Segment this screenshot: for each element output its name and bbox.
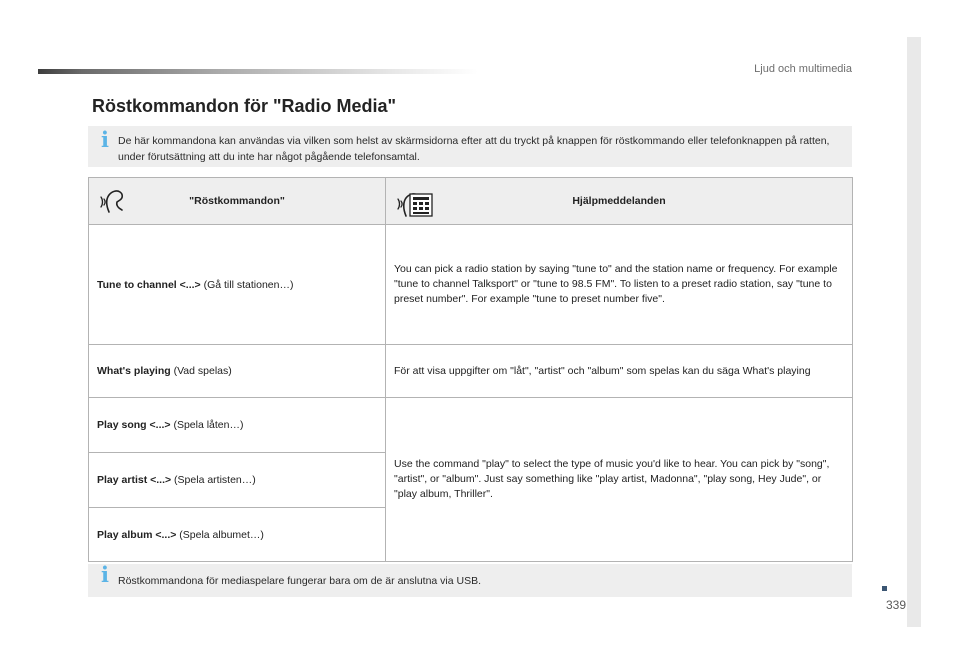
command-cell (89, 453, 386, 508)
header-commands (89, 178, 386, 225)
info-note-top (88, 126, 852, 167)
command-text: Play artist <...> (97, 474, 172, 486)
command-text: Play song <...> (97, 419, 171, 431)
command-cell (89, 398, 386, 453)
table-row (89, 345, 853, 398)
help-cell: You can pick a radio station by saying "tune to" and the station name or frequency. For example "tune to channel Talksport" or "tune to 98.5 FM". To listen to a preset radio station, say "tune to preset number". For example "tune to preset number five". (386, 225, 853, 345)
command-cell (89, 508, 386, 562)
voice-command-icon (98, 186, 130, 217)
header-help (386, 178, 853, 225)
command-translation: (Spela albumet…) (176, 528, 264, 541)
header-commands-label: "Röstkommandon" (189, 195, 285, 207)
section-title: Ljud och multimedia (754, 63, 852, 75)
command-cell (89, 345, 386, 398)
header-gradient-bar (38, 69, 478, 74)
command-translation: (Gå till stationen…) (200, 278, 294, 291)
info-note-bottom (88, 564, 852, 597)
info-note-top-text: De här kommandona kan användas via vilken som helst av skärmsidorna efter att du tryckt på knappen för röstkommando eller telefonknappen på ratten, under förutsättning att du inte har något pågående telefonsamtal. (118, 135, 830, 163)
command-translation: (Vad spelas) (170, 365, 232, 377)
command-text: Play album <...> (97, 528, 177, 541)
voice-commands-table (88, 177, 853, 562)
command-translation: (Spela artisten…) (171, 474, 256, 486)
command-translation: (Spela låten…) (170, 419, 244, 431)
table-row (89, 225, 853, 345)
page-marker (882, 586, 887, 591)
info-icon: i (101, 127, 109, 152)
command-cell (89, 225, 386, 345)
voice-help-icon (395, 186, 435, 221)
page-title: Röstkommandon för "Radio Media" (92, 96, 397, 116)
command-text: Tune to channel <...> (97, 278, 201, 291)
info-icon: i (101, 562, 109, 587)
table-row (89, 398, 853, 453)
table-header-row (89, 178, 853, 225)
page-number: 339 (885, 598, 906, 612)
command-text: What's playing (97, 365, 171, 377)
page-side-tab (907, 37, 921, 627)
header-help-label: Hjälpmeddelanden (572, 195, 666, 207)
info-note-bottom-text: Röstkommandona för mediaspelare fungerar bara om de är anslutna via USB. (118, 575, 482, 587)
help-cell-shared: Use the command "play" to select the type of music you'd like to hear. You can pick by "song", "artist", or "album". Just say something like "play artist, Madonna", "play song, Hey Jude", or "play album, Thriller". (386, 398, 853, 562)
help-cell: För att visa uppgifter om "låt", "artist" och "album" som spelas kan du säga What's playing (386, 345, 853, 398)
